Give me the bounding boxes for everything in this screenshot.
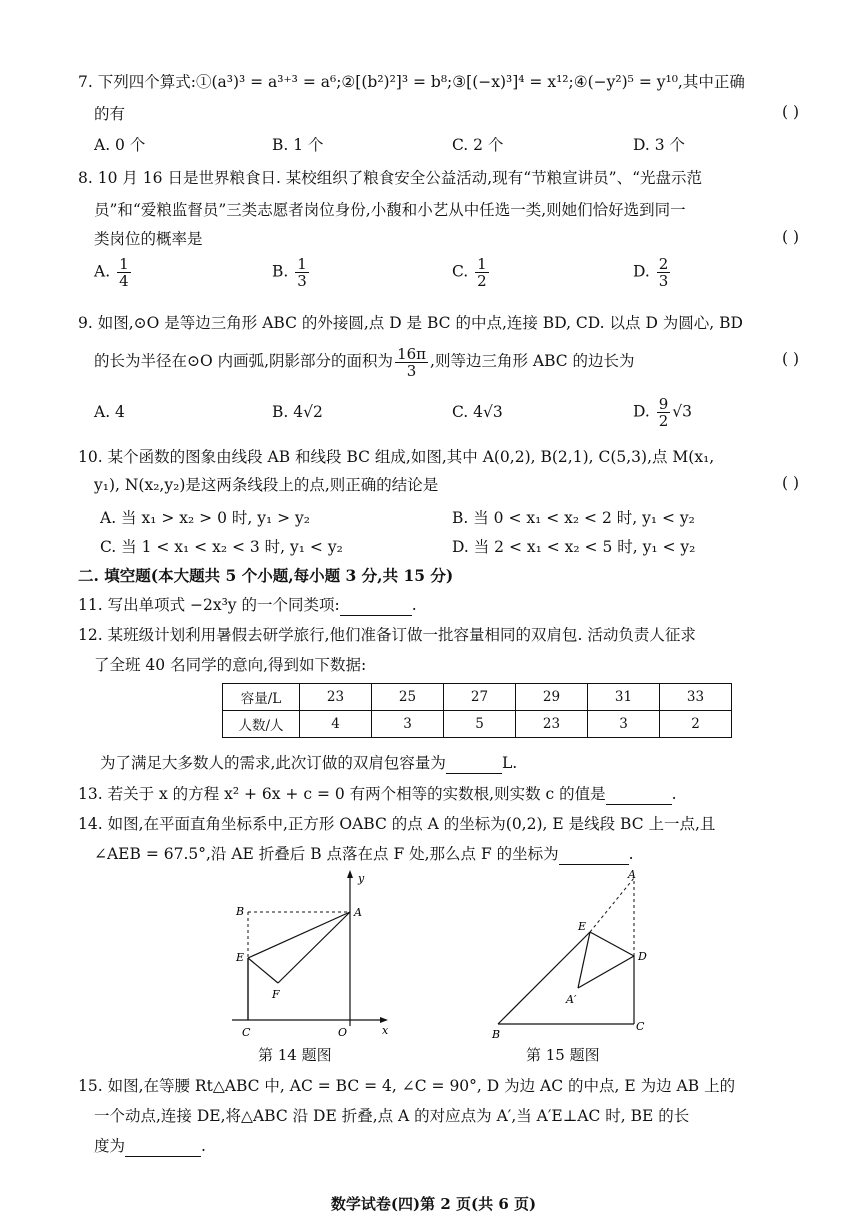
denominator: 2 [477, 272, 487, 290]
q7-option-c: C. 2 个 [452, 136, 504, 154]
label-c: C [636, 1020, 645, 1033]
option-letter: A. [94, 262, 111, 281]
q12-unit: L. [501, 754, 518, 772]
figure-14-coordinate-diagram [222, 868, 392, 1040]
q11-text: 11. 写出单项式 −2x³y 的一个同类项: [78, 596, 340, 614]
q9-line2-tail: ,则等边三角形 ABC 的边长为 [430, 352, 635, 370]
table-row [223, 711, 732, 738]
label-a: A [354, 906, 362, 919]
q7-stem-line2: 的有 [94, 105, 126, 123]
q15-period: . [201, 1137, 206, 1155]
label-e: E [236, 951, 245, 964]
table-cell: 2 [660, 711, 732, 738]
q14-text: ∠AEB = 67.5°,沿 AE 折叠后 B 点落在点 F 处,那么点 F 的坐标为 [94, 845, 559, 863]
q8-option-b [272, 256, 311, 289]
q11-answer-blank[interactable] [340, 599, 412, 616]
q9-option-a: A. 4 [94, 403, 125, 421]
table-cell: 27 [444, 684, 516, 711]
q14-stem-line2 [94, 843, 634, 865]
numerator: 1 [297, 255, 307, 273]
numerator: 2 [658, 255, 669, 273]
q8-stem-line2: 员”和“爱粮监督员”三类志愿者岗位身份,小馥和小艺从中任选一类,则她们恰好选到同一 [94, 201, 686, 219]
q8-option-d [633, 256, 672, 289]
q13-stem [78, 783, 677, 805]
q12-stem-line2: 了全班 40 名同学的意向,得到如下数据: [94, 656, 367, 674]
fraction [657, 256, 671, 289]
q15-text: 度为 [94, 1137, 126, 1155]
q10-stem-line1: 10. 某个函数的图象由线段 AB 和线段 BC 组成,如图,其中 A(0,2), B(2,1), C(5,3),点 M(x₁, [78, 448, 715, 466]
q10-option-c: C. 当 1 < x₁ < x₂ < 3 时, y₁ < y₂ [100, 538, 343, 556]
table-cell: 23 [516, 711, 588, 738]
label-x: x [382, 1024, 389, 1037]
q7-answer-paren: ( ) [781, 103, 799, 121]
label-f: F [272, 988, 280, 1001]
segment-fa [278, 912, 350, 983]
q9-line2-head: 的长为半径在⊙O 内画弧,阴影部分的面积为 [94, 352, 394, 370]
q11-stem [78, 594, 417, 616]
q12-answer-blank[interactable] [446, 757, 502, 774]
label-d: D [638, 950, 647, 963]
numerator: 1 [119, 255, 129, 273]
q15-answer-blank[interactable] [125, 1140, 201, 1157]
q10-stem-line2: y₁), N(x₂,y₂)是这两条线段上的点,则正确的结论是 [94, 476, 439, 494]
q10-option-a: A. 当 x₁ > x₂ > 0 时, y₁ > y₂ [100, 509, 310, 527]
label-y: y [358, 872, 365, 885]
label-b: B [236, 905, 245, 918]
page-footer: 数学试卷(四)第 2 页(共 6 页) [330, 1195, 537, 1213]
figure-15-caption: 第 15 题图 [526, 1046, 600, 1064]
q9-stem-line2 [94, 344, 635, 379]
q12-question-text: 为了满足大多数人的需求,此次订做的双肩包容量为 [100, 754, 446, 772]
figure-15-triangle-diagram [486, 866, 656, 1042]
q13-period: . [671, 785, 677, 803]
fraction [117, 256, 131, 289]
q7-stem-line1: 7. 下列四个算式:①(a³)³ = a³⁺³ = a⁶;②[(b²)²]³ = b⁸;③[(−x)³]⁴ = x¹²;④(−y²)⁵ = y¹⁰,其中正确 [78, 73, 745, 91]
q8-stem-line3: 类岗位的概率是 [94, 230, 203, 248]
fraction [657, 396, 671, 429]
q8-answer-paren: ( ) [781, 228, 799, 246]
q15-stem-line3 [94, 1135, 206, 1157]
x-axis-arrow [380, 1017, 388, 1023]
numerator: 16π [397, 344, 427, 363]
q7-option-d: D. 3 个 [633, 136, 686, 154]
denominator: 3 [658, 272, 669, 290]
segment-be [498, 932, 590, 1024]
label-a: A [628, 868, 636, 881]
q12-stem-line1: 12. 某班级计划利用暑假去研学旅行,他们准备订做一批容量相同的双肩包. 活动负责人征求 [78, 626, 696, 644]
table-cell: 33 [660, 684, 732, 711]
q8-stem-line1: 8. 10 月 16 日是世界粮食日. 某校组织了粮食安全公益活动,现有“节粮宣讲员”、“光盘示范 [78, 169, 702, 187]
label-c: C [242, 1026, 251, 1039]
q15-stem-line2: 一个动点,连接 DE,将△ABC 沿 DE 折叠,点 A 的对应点为 A′,当 A′E⊥AC 时, BE 的长 [94, 1107, 690, 1125]
segment-ef [248, 958, 278, 983]
y-axis-arrow [347, 870, 353, 878]
table-cell: 23 [300, 684, 372, 711]
fraction [295, 256, 309, 289]
q8-option-c [452, 256, 491, 289]
option-letter: B. [272, 262, 289, 281]
q14-stem-line1: 14. 如图,在平面直角坐标系中,正方形 OABC 的点 A 的坐标为(0,2), E 是线段 BC 上一点,且 [78, 815, 716, 833]
label-o: O [338, 1026, 348, 1039]
label-a-prime: A′ [566, 993, 577, 1006]
fraction [475, 256, 489, 289]
segment-ea-prime [578, 932, 590, 988]
segment-a-prime-d [578, 956, 634, 988]
segment-ea-dashed [590, 878, 634, 932]
option-letter: C. [452, 262, 469, 281]
q7-option-b: B. 1 个 [272, 136, 324, 154]
q9-option-d [633, 396, 692, 429]
label-e: E [578, 920, 587, 933]
q10-option-d: D. 当 2 < x₁ < x₂ < 5 时, y₁ < y₂ [452, 538, 696, 556]
q10-option-b: B. 当 0 < x₁ < x₂ < 2 时, y₁ < y₂ [452, 509, 695, 527]
table-row [223, 684, 732, 711]
denominator: 3 [406, 361, 417, 380]
denominator: 2 [658, 412, 669, 430]
table-cell: 3 [588, 711, 660, 738]
table-cell: 3 [372, 711, 444, 738]
q12-question [100, 752, 517, 774]
numerator: 1 [477, 255, 487, 273]
table-cell: 25 [372, 684, 444, 711]
q11-period: . [411, 596, 417, 614]
section-heading-fill-in: 二. 填空题(本大题共 5 个小题,每小题 3 分,共 15 分) [78, 566, 454, 585]
numerator: 9 [658, 395, 669, 413]
q9-answer-paren: ( ) [781, 350, 799, 368]
q10-answer-paren: ( ) [781, 474, 799, 492]
q9-option-b: B. 4√2 [272, 403, 323, 421]
q14-period: . [628, 845, 634, 863]
q13-answer-blank[interactable] [606, 788, 672, 805]
table-cell: 31 [588, 684, 660, 711]
figure-14-caption: 第 14 题图 [258, 1046, 332, 1064]
option-letter: D. [633, 402, 650, 421]
table-cell: 4 [300, 711, 372, 738]
table-cell: 5 [444, 711, 516, 738]
q12-data-table [222, 683, 732, 738]
sqrt-term: √3 [672, 402, 693, 421]
q15-stem-line1: 15. 如图,在等腰 Rt△ABC 中, AC = BC = 4, ∠C = 90°, D 为边 AC 的中点, E 为边 AB 上的 [78, 1077, 736, 1095]
segment-ed [590, 932, 634, 956]
q14-answer-blank[interactable] [559, 848, 629, 865]
q8-option-a [94, 256, 133, 289]
q7-option-a: A. 0 个 [94, 136, 146, 154]
denominator: 3 [297, 272, 307, 290]
q13-text: 13. 若关于 x 的方程 x² + 6x + c = 0 有两个相等的实数根,则实数 c 的值是 [78, 785, 606, 803]
segment-ea [248, 912, 350, 958]
option-letter: D. [633, 262, 650, 281]
shaded-area-fraction [395, 346, 428, 379]
denominator: 4 [119, 272, 129, 290]
q9-option-c: C. 4√3 [452, 403, 503, 421]
table-cell: 容量/L [223, 684, 300, 711]
q9-stem-line1: 9. 如图,⊙O 是等边三角形 ABC 的外接圆,点 D 是 BC 的中点,连接 BD, CD. 以点 D 为圆心, BD [78, 314, 743, 332]
table-cell: 人数/人 [223, 711, 300, 738]
table-cell: 29 [516, 684, 588, 711]
label-b: B [492, 1028, 501, 1041]
